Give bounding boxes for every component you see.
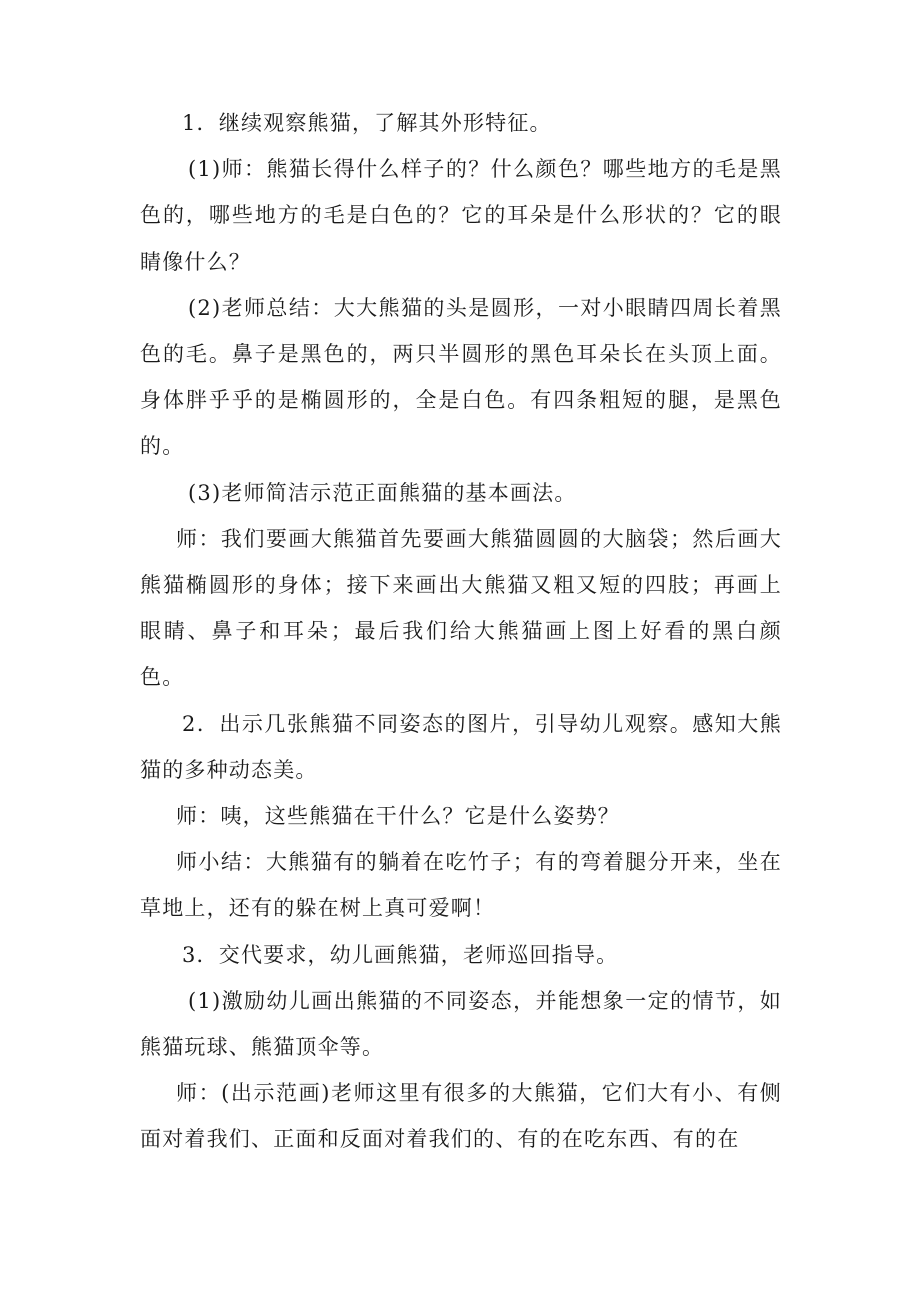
section-heading-2: 2．出示几张熊猫不同姿态的图片，引导幼儿观察。感知大熊猫的多种动态美。: [140, 711, 782, 782]
paragraph-demo: (3)老师简洁示范正面熊猫的基本画法。: [188, 480, 577, 505]
paragraph-teacher-question: 师：咦，这些熊猫在干什么？它是什么姿势？: [176, 804, 620, 829]
document-body: [140, 100, 782, 1163]
paragraph-teacher-conclusion: 师小结：大熊猫有的躺着在吃竹子；有的弯着腿分开来，坐在草地上，还有的躲在树上真可爱啊！: [140, 850, 782, 921]
section-heading-3: 3．交代要求，幼儿画熊猫，老师巡回指导。: [182, 942, 619, 967]
paragraph-summary: (2)老师总结：大大熊猫的头是圆形，一对小眼睛四周长着黑色的毛。鼻子是黑色的，两只半圆形的黑色耳朵长在头顶上面。身体胖乎乎的是椭圆形的，全是白色。有四条粗短的腿，是黑色的。: [140, 295, 782, 459]
paragraph-question: (1)师：熊猫长得什么样子的？什么颜色？哪些地方的毛是黑色的，哪些地方的毛是白色的？它的耳朵是什么形状的？它的眼睛像什么？: [140, 157, 782, 274]
section-heading-1: 1．继续观察熊猫，了解其外形特征。: [182, 111, 552, 135]
paragraph-teacher-steps: 师：我们要画大熊猫首先要画大熊猫圆圆的大脑袋；然后画大熊猫椭圆形的身体；接下来画出大熊猫又粗又短的四肢；再画上眼睛、鼻子和耳朵；最后我们给大熊猫画上图上好看的黑白颜色。: [140, 526, 782, 690]
paragraph-example-drawing: 师：(出示范画)老师这里有很多的大熊猫，它们大有小、有侧面对着我们、正面和反面对着我们的、有的在吃东西、有的在: [140, 1081, 782, 1152]
paragraph-encourage: (1)激励幼儿画出熊猫的不同姿态，并能想象一定的情节，如熊猫玩球、熊猫顶伞等。: [140, 988, 782, 1060]
